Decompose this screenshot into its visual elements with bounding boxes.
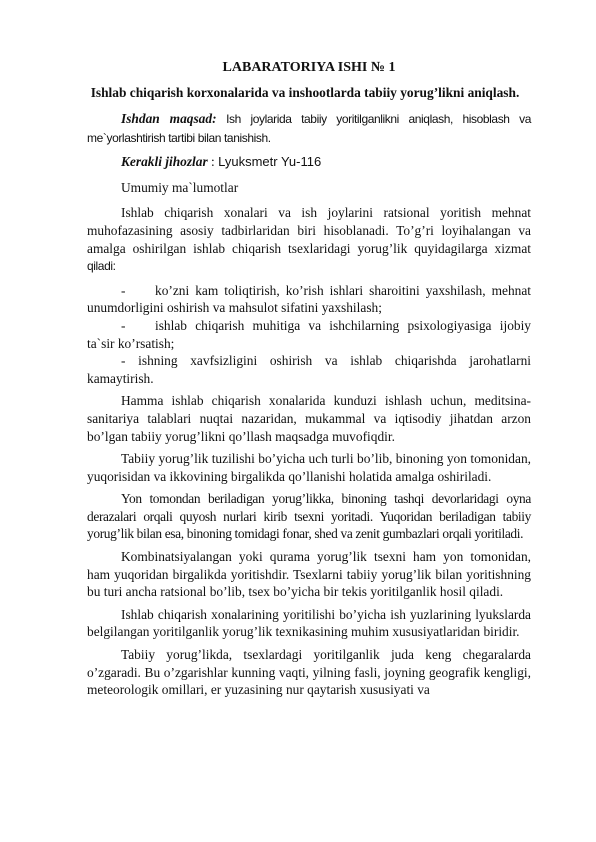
body-paragraph: Tabiiy yorug’lik tuzilishi bo’yicha uch turli bo’lib, binoning yon tomonidan, yuqorisidan va ikkovining birgalikda qo’llanishi holatida amalga oshiriladi.	[87, 451, 531, 484]
goal-label: Ishdan maqsad:	[121, 111, 217, 126]
goal-paragraph	[87, 110, 531, 147]
bullet-dash: -	[121, 282, 126, 298]
intro-tail: qiladi:	[87, 259, 116, 274]
goal-text: Ish joylarida tabiiy yoritilganlikni aniqlash, hisoblash va me`yorlashtirish tartibi bilan tanishish.	[87, 112, 531, 145]
bullet-dash: -	[121, 317, 126, 333]
tools-line	[87, 153, 531, 171]
tools-label: Kerakli jihozlar	[121, 154, 208, 170]
lab-subtitle: Ishlab chiqarish korxonalarida va inshootlarda tabiiy yorug’likni aniqlash.	[90, 85, 520, 100]
bullet-text: ishlab chiqarish muhitiga va ishchilarning psixologiyasiga ijobiy ta`sir ko’rsatish;	[87, 317, 531, 351]
list-item	[87, 282, 531, 317]
body-paragraph: Hamma ishlab chiqarish xonalarida kunduzi ishlash uchun, meditsina-sanitariya talablari nuqtai nazaridan, mukammal va iqtisodiy jihatdan arzon bo’lgan tabiiy yorug’likni qo’llash maqsadga muvofiqdir.	[87, 393, 531, 444]
body-paragraph: Yon tomondan beriladigan yorug’likka, binoning tashqi devorlaridagi oyna derazalari orqali quyosh nurlari kirib tsexni yoritadi. Yuqoridan beriladigan tabiiy yorug’lik bilan esa, binoning tomidagi fonar, shed va zenit gumbazlari orqali yoritiladi.	[87, 491, 531, 542]
tools-value: Lyuksmetr Yu-116	[218, 154, 322, 170]
bullet-text: ishning xavfsizligini oshirish va ishlab chiqarishda jarohatlarni kamaytirish.	[87, 353, 531, 386]
body-paragraph: Ishlab chiqarish xonalarining yoritilishi bo’yicha ish yuzlarining lyukslarda belgilangan yoritilganlik yorug’lik texnikasining muhim xususiyatlaridan biridir.	[87, 606, 531, 640]
tools-separator: :	[207, 154, 219, 170]
list-item	[87, 317, 531, 352]
bullet-dash: -	[121, 353, 126, 369]
section-heading: Umumiy ma`lumotlar	[121, 179, 239, 195]
body-paragraph: Tabiiy yorug’likda, tsexlardagi yoritilganlik juda keng chegaralarda o’zgaradi. Bu o’zgarishlar kunning vaqti, yilning fasli, joyning geografik kengligi, meteorologik omillari, er yuzasining nur qaytarish xususiyati va	[87, 647, 531, 698]
bullet-text: ko’zni kam toliqtirish, ko’rish ishlari sharoitini yaxshilash, mehnat unumdorligini oshirish va mahsulot sifatini yaxshilash;	[87, 282, 531, 316]
lab-title: LABARATORIYA ISHI № 1	[222, 60, 396, 75]
intro-paragraph	[87, 204, 531, 275]
document-body	[87, 60, 531, 704]
list-item	[87, 352, 531, 387]
body-paragraph: Kombinatsiyalangan yoki qurama yorug’lik tsexni ham yon tomonidan, ham yuqoridan birgalikda yoritishdir. Tsexlarni tabiiy yorug’lik bilan yoritishning bu turi ancha ratsional bo’lib, tsex bo’yicha bir tekis yoritilganlik hosil qiladi.	[87, 549, 531, 600]
intro-main: Ishlab chiqarish xonalari va ish joylarini ratsional yoritish mehnat muhofazasining asosiy tadbirlaridan biri hisoblanadi. To’g’ri loyihalangan va amalga oshirilgan ishlab chiqarish tsexlaridagi yorug’lik quyidagilarga xizmat	[87, 205, 531, 256]
